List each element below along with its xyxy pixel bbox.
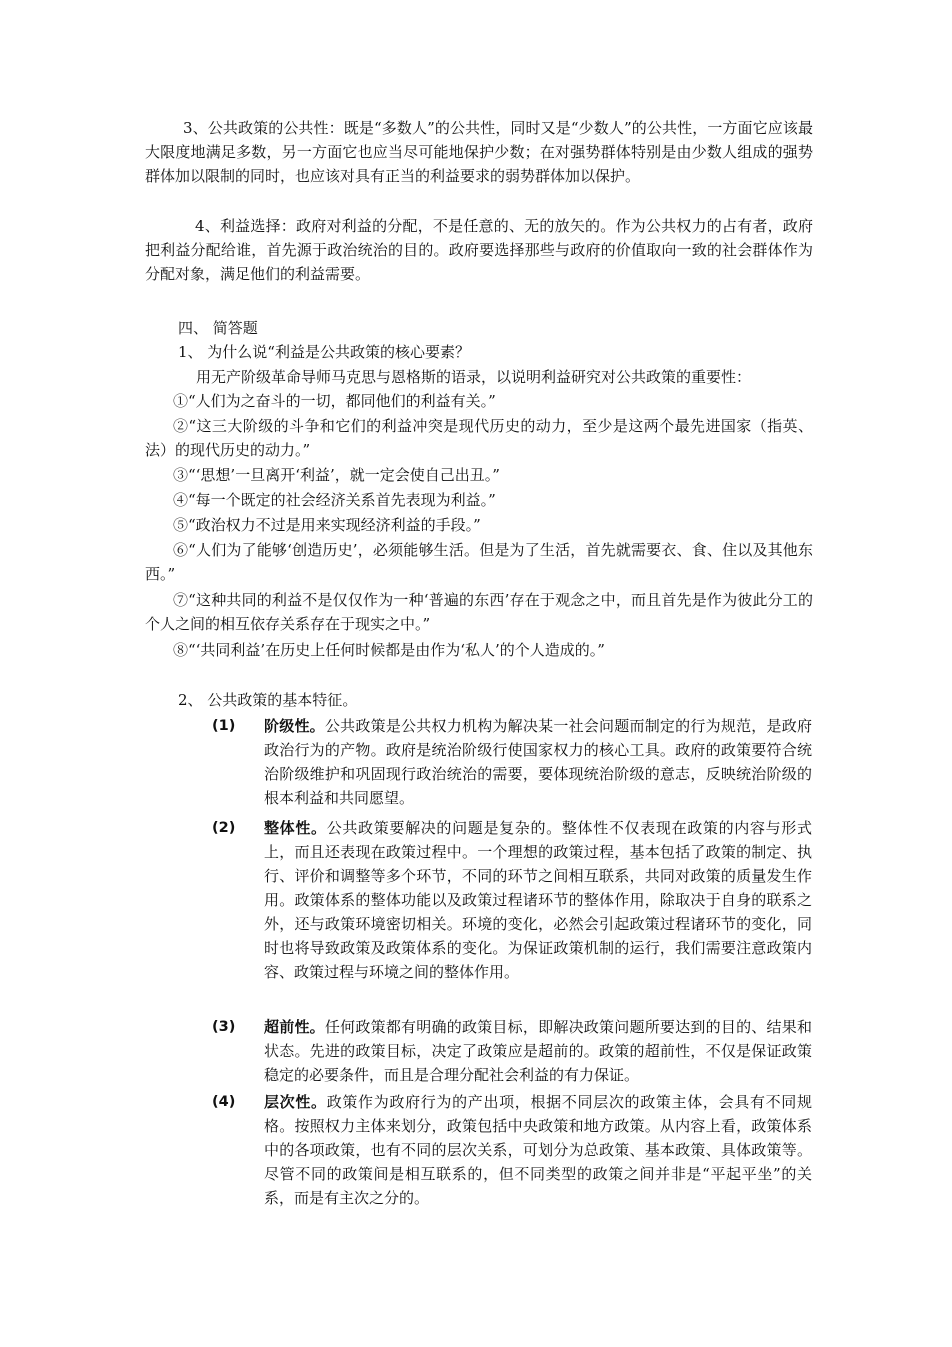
section-heading: 四、 简答题	[178, 319, 258, 337]
feature-number: (1)	[212, 718, 236, 734]
feature-number: (2)	[212, 820, 236, 836]
paragraph-public-nature: 3、公共政策的公共性：既是“多数人”的公共性，同时又是“少数人”的公共性，一方面它应该最大限度地满足多数，另一方面它也应当尽可能地保护少数；在对强势群体特别是由少数人组成的强势群体加以限制的同时，也应该对具有正当的利益要求的弱势群体加以保护。	[145, 119, 813, 185]
feature-text: 公共政策是公共权力机构为解决某一社会问题而制定的行为规范，是政府政治行为的产物。政府是统治阶级行使国家权力的核心工具。政府的政策要符合统治阶级维护和巩固现行政治统治的需要，要体现统治阶级的意志，反映统治阶级的根本利益和共同愿望。	[264, 717, 812, 807]
question-1-intro: 用无产阶级革命导师马克思与恩格斯的语录，以说明利益研究对公共政策的重要性：	[196, 368, 752, 386]
question-2-title: 2、 公共政策的基本特征。	[178, 691, 358, 709]
feature-body	[264, 816, 812, 984]
quote-item: ⑧“‘共同利益’在历史上任何时候都是由作为‘私人’的个人造成的。”	[173, 641, 605, 659]
feature-term: 超前性。	[264, 1018, 325, 1036]
feature-body	[264, 714, 812, 810]
feature-text: 政策作为政府行为的产出项，根据不同层次的政策主体，会具有不同规格。按照权力主体来划分，政策包括中央政策和地方政策。从内容上看，政策体系中的各项政策，也有不同的层次关系，可划分为总政策、基本政策、具体政策等。尽管不同的政策间是相互联系的，但不同类型的政策之间并非是“平起平坐”的关系，而是有主次之分的。	[264, 1093, 812, 1207]
quote-item: ①“人们为之奋斗的一切，都同他们的利益有关。”	[173, 392, 496, 410]
feature-term: 层次性。	[264, 1093, 327, 1111]
feature-term: 整体性。	[264, 819, 327, 837]
quote-item: ②“这三大阶级的斗争和它们的利益冲突是现代历史的动力，至少是这两个最先进国家（指英、法）的现代历史的动力。”	[145, 417, 813, 459]
feature-body	[264, 1090, 812, 1210]
feature-body	[264, 1015, 812, 1087]
quote-item: ⑦“这种共同的利益不是仅仅作为一种‘普遍的东西’存在于观念之中，而且首先是作为彼此分工的个人之间的相互依存关系存在于现实之中。”	[145, 591, 813, 633]
feature-text: 公共政策要解决的问题是复杂的。整体性不仅表现在政策的内容与形式上，而且还表现在政策过程中。一个理想的政策过程，基本包括了政策的制定、执行、评价和调整等多个环节，不同的环节之间相互联系，共同对政策的质量发生作用。政策体系的整体功能以及政策过程诸环节的整体作用，除取决于自身的联系之外，还与政策环境密切相关。环境的变化，必然会引起政策过程诸环节的变化，同时也将导致政策及政策体系的变化。为保证政策机制的运行，我们需要注意政策内容、政策过程与环境之间的整体作用。	[264, 819, 812, 981]
feature-number: (4)	[212, 1094, 236, 1110]
quote-item: ③“‘思想’一旦离开‘利益’，就一定会使自己出丑。”	[173, 466, 500, 484]
quote-item: ④“每一个既定的社会经济关系首先表现为利益。”	[173, 491, 496, 509]
question-1-title: 1、 为什么说“利益是公共政策的核心要素？	[178, 343, 470, 361]
quote-item: ⑤“政治权力不过是用来实现经济利益的手段。”	[173, 516, 481, 534]
feature-number: (3)	[212, 1019, 236, 1035]
paragraph-interest-selection: 4、利益选择：政府对利益的分配，不是任意的、无的放矢的。作为公共权力的占有者，政府把利益分配给谁，首先源于政治统治的目的。政府要选择那些与政府的价值取向一致的社会群体作为分配对象，满足他们的利益需要。	[145, 217, 813, 283]
feature-term: 阶级性。	[264, 717, 325, 735]
feature-text: 任何政策都有明确的政策目标，即解决政策问题所要达到的目的、结果和状态。先进的政策目标，决定了政策应是超前的。政策的超前性，不仅是保证政策稳定的必要条件，而且是合理分配社会利益的有力保证。	[264, 1018, 812, 1084]
quote-item: ⑥“人们为了能够‘创造历史’，必须能够生活。但是为了生活，首先就需要衣、食、住以及其他东西。”	[145, 541, 813, 583]
